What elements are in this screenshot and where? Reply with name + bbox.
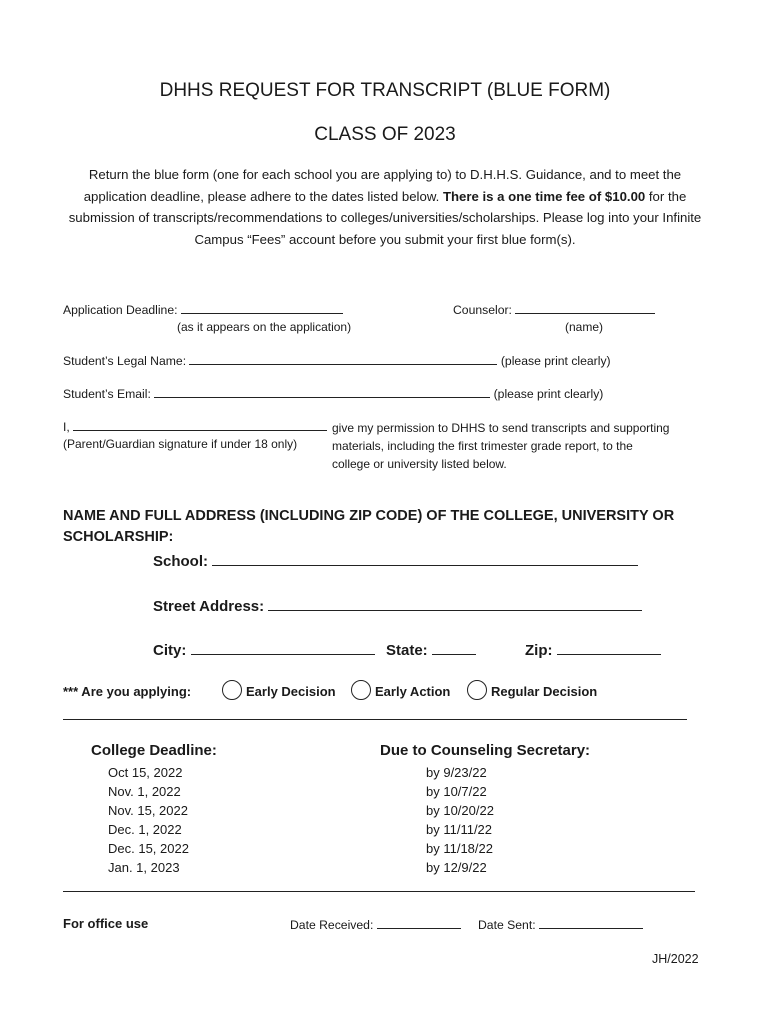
college-deadline-list [108,763,189,877]
form-title: DHHS REQUEST FOR TRANSCRIPT (BLUE FORM) [159,80,611,101]
counselor-hint: (name) [565,320,604,334]
counselor-label: Counselor: [453,303,512,317]
due-date-list [426,763,494,877]
consent-line-1: give my permission to DHHS to send transcripts and supporting [332,421,670,435]
guardian-signature-hint: (Parent/Guardian signature if under 18 only) [63,437,298,451]
consent-line-3: college or university listed below. [332,457,507,471]
city-field[interactable] [191,640,375,655]
state-label: State: [386,642,428,659]
date-received-field[interactable] [377,917,461,929]
legal-name-label: Student’s Legal Name: [63,354,187,368]
city-row [153,640,375,659]
college-deadline-header: College Deadline: [91,742,217,759]
date-sent-field[interactable] [539,917,643,929]
due-date-item: by 9/23/22 [426,765,487,780]
application-deadline-field[interactable] [181,302,343,314]
street-field[interactable] [268,596,642,611]
regular-decision-label: Regular Decision [491,684,598,699]
class-year: CLASS OF 2023 [314,124,456,145]
counselor-field[interactable] [515,302,655,314]
consent-prefix: I, [63,420,70,434]
college-deadline-item: Nov. 15, 2022 [108,803,188,818]
section-divider-1 [63,719,687,720]
school-field[interactable] [212,551,638,566]
email-label: Student’s Email: [63,387,151,401]
date-received-label: Date Received: [290,918,374,932]
fee-notice: There is a one time fee of $10.00 [442,188,646,204]
consent-text [332,419,669,473]
zip-label: Zip: [525,642,553,659]
application-deadline-hint: (as it appears on the application) [177,320,352,334]
due-date-item: by 10/7/22 [426,784,487,799]
street-label: Street Address: [153,598,265,615]
legal-name-row [63,353,611,368]
city-label: City: [153,642,187,659]
address-heading-1: NAME AND FULL ADDRESS (INCLUDING ZIP CODE) OF THE COLLEGE, UNIVERSITY OR [63,508,675,524]
office-use-label: For office use [63,916,149,931]
application-deadline-label: Application Deadline: [63,303,178,317]
legal-name-field[interactable] [189,353,497,365]
regular-decision-radio[interactable] [467,680,487,700]
early-decision-radio[interactable] [222,680,242,700]
college-deadline-item: Jan. 1, 2023 [108,860,180,875]
state-row [386,640,476,659]
form-code: JH/2022 [652,952,699,966]
zip-field[interactable] [557,640,661,655]
school-row [153,551,638,570]
early-action-label: Early Action [375,684,451,699]
intro-text-2: for the submission of transcripts/recommendations to colleges/universities/scholarships. Please log into your Infinite Campus “Fees” account before you submit your first blue form(s). [68,188,702,247]
college-deadline-item: Dec. 15, 2022 [108,841,189,856]
due-date-item: by 11/11/22 [426,822,493,837]
application-deadline-row [63,302,343,317]
school-label: School: [153,553,208,570]
college-deadline-item: Nov. 1, 2022 [108,784,181,799]
address-heading-2: SCHOLARSHIP: [63,529,174,545]
consent-signature-row [63,419,327,434]
intro-paragraph [58,164,712,250]
state-field[interactable] [432,640,476,655]
date-sent-row [478,917,643,932]
counselor-row [453,302,655,317]
section-divider-2 [63,891,695,892]
college-deadline-item: Oct 15, 2022 [108,765,183,780]
date-sent-label: Date Sent: [478,918,536,932]
email-row [63,386,603,401]
zip-row [525,640,661,659]
legal-name-hint: (please print clearly) [500,354,611,368]
date-received-row [290,917,461,932]
due-to-counseling-header: Due to Counseling Secretary: [380,742,591,759]
email-field[interactable] [154,386,490,398]
applying-label: *** Are you applying: [63,684,192,699]
college-deadline-item: Dec. 1, 2022 [108,822,182,837]
early-action-radio[interactable] [351,680,371,700]
due-date-item: by 11/18/22 [426,841,493,856]
email-hint: (please print clearly) [493,387,604,401]
due-date-item: by 12/9/22 [426,860,487,875]
consent-line-2: materials, including the first trimester grade report, to the [332,439,633,453]
early-decision-label: Early Decision [246,684,336,699]
street-row [153,596,642,615]
intro-text-1: Return the blue form (one for each school you are applying to) to D.H.H.S. Guidance, and to meet the application deadline, please adhere to the dates listed below. [83,167,682,204]
due-date-item: by 10/20/22 [426,803,494,818]
guardian-signature-field[interactable] [73,419,327,431]
